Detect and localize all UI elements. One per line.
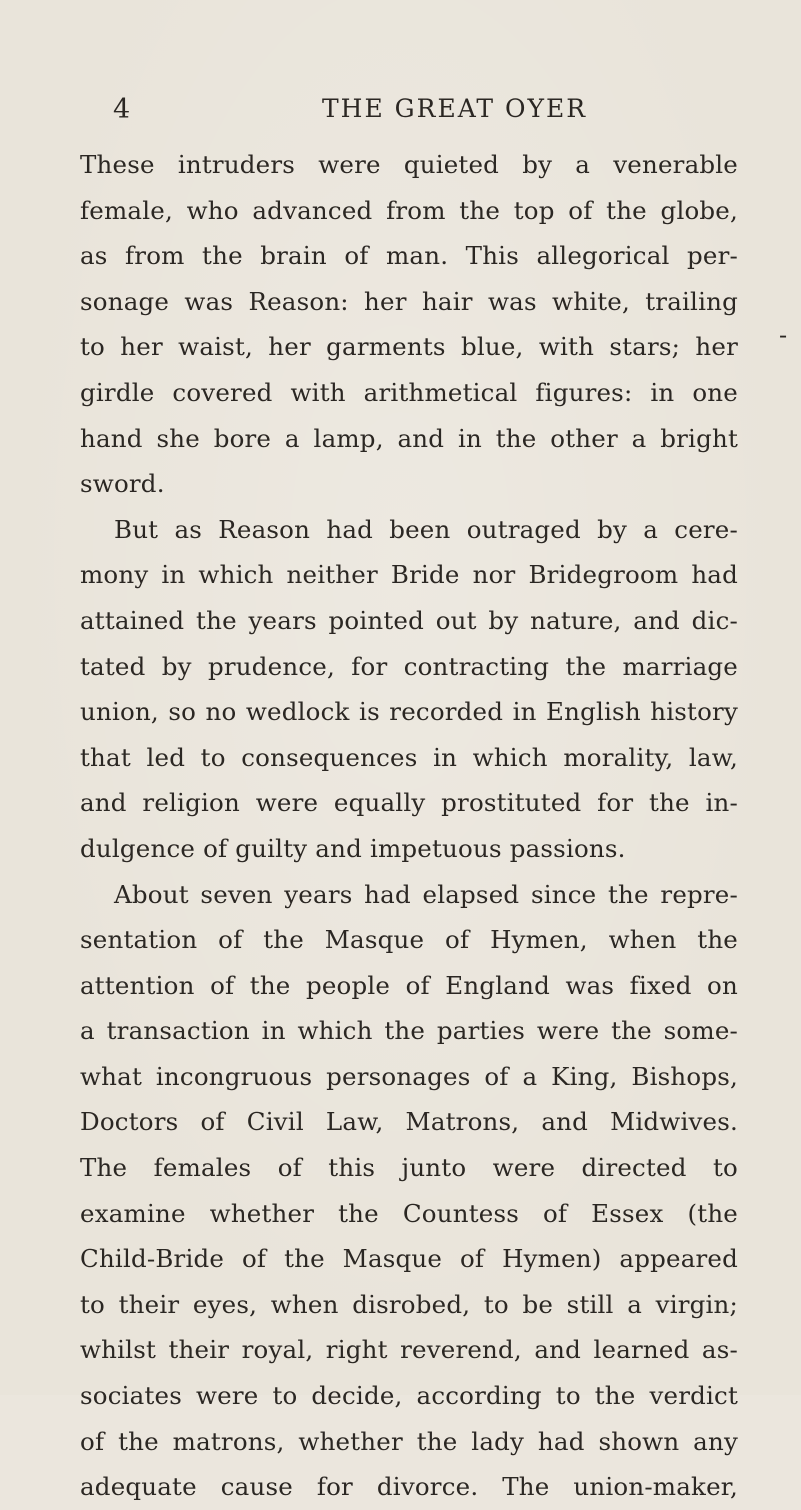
text-line: adequate cause for divorce. The union-maker, (80, 1472, 738, 1502)
text-line: sword. (80, 469, 165, 499)
text-line: girdle covered with arithmetical figures: in one (80, 377, 738, 407)
paragraph (80, 507, 738, 872)
text-line: sociates were to decide, according to the verdict (80, 1381, 738, 1411)
body-text (80, 142, 738, 1510)
text-line: The females of this junto were directed to (80, 1153, 738, 1183)
page-number: 4 (113, 94, 131, 125)
paragraph (80, 142, 738, 507)
text-line: Child-Bride of the Masque of Hymen) appeared (80, 1244, 738, 1274)
text-line: a transaction in which the parties were the some- (80, 1016, 738, 1046)
text-line: union, so no wedlock is recorded in English history (80, 697, 738, 727)
text-line: and religion were equally prostituted for the in- (80, 788, 738, 818)
text-line: female, who advanced from the top of the globe, (80, 195, 738, 225)
text-line: examine whether the Countess of Essex (the (80, 1198, 738, 1228)
text-line: hand she bore a lamp, and in the other a bright (80, 423, 738, 453)
text-line: of the matrons, whether the lady had shown any (80, 1426, 738, 1456)
text-line: sentation of the Masque of Hymen, when the (80, 925, 738, 955)
page-header-title: THE GREAT OYER (322, 94, 588, 123)
text-line: as from the brain of man. This allegorical per- (80, 241, 738, 271)
text-line: to her waist, her garments blue, with stars; her (80, 332, 738, 362)
text-line: mony in which neither Bride nor Bridegroom had (80, 560, 738, 590)
margin-mark: - (779, 321, 788, 349)
text-line: to their eyes, when disrobed, to be still a virgin; (80, 1289, 738, 1319)
text-line: sonage was Reason: her hair was white, trailing (80, 286, 738, 316)
text-line: that led to consequences in which morality, law, (80, 742, 738, 772)
text-line: But as Reason had been outraged by a cere- (114, 514, 738, 544)
text-line: what incongruous personages of a King, Bishops, (80, 1061, 738, 1091)
text-line: whilst their royal, right reverend, and learned as- (80, 1335, 738, 1365)
text-line: These intruders were quieted by a venerable (80, 150, 738, 179)
text-line: dulgence of guilty and impetuous passions. (80, 833, 626, 863)
paragraph (80, 872, 738, 1510)
text-line: tated by prudence, for contracting the marriage (80, 651, 738, 681)
running-head (0, 94, 801, 134)
text-line: About seven years had elapsed since the repre- (114, 879, 738, 909)
text-line: Doctors of Civil Law, Matrons, and Midwives. (80, 1107, 738, 1137)
text-line: attained the years pointed out by nature, and dic- (80, 605, 738, 635)
text-line: attention of the people of England was fixed on (80, 970, 738, 1000)
